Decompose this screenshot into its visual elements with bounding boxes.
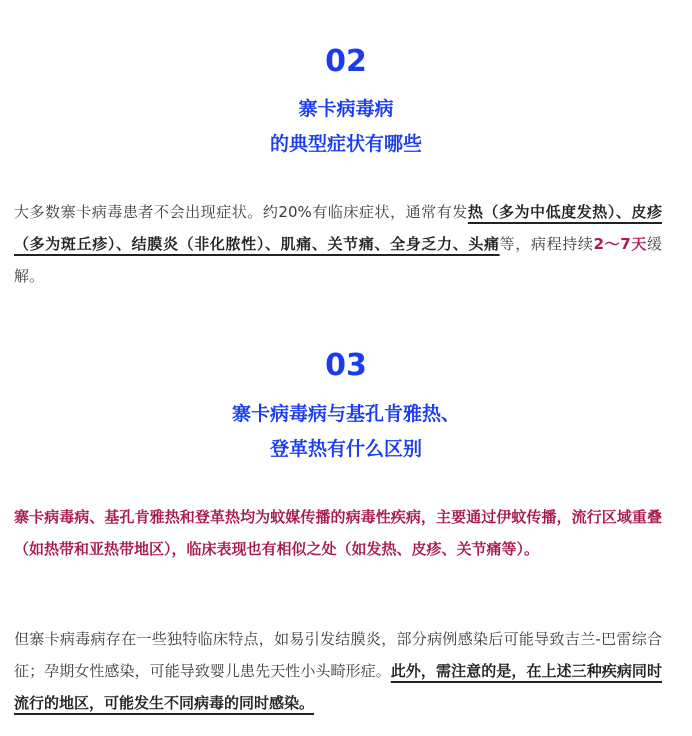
section-number-02-text: 02 bbox=[315, 44, 377, 80]
duration-emphasis: 2～7天 bbox=[593, 235, 647, 253]
symptoms-emphasis: 热（多为中低度发热）、皮疹（多为斑丘疹）、结膜炎（非化脓性）、肌痛、关节痛、全身乏力、头痛 bbox=[14, 203, 662, 253]
section-title-02-line1: 寨卡病毒病 bbox=[298, 98, 394, 120]
paragraph-text: 但寨卡病毒病存在一些独特临床特点，如易引发结膜炎，部分病例感染后可能导致吉兰-巴雷综合征；孕期女性感染，可能导致婴儿患先天性小头畸形症。 bbox=[14, 630, 662, 680]
coinfection-emphasis: 此外，需注意的是，在上述三种疾病同时流行的地区，可能发生不同病毒的同时感染。 bbox=[14, 662, 662, 712]
paragraph-text: 等，病程持续 bbox=[499, 235, 594, 253]
section-title-02-line2: 的典型症状有哪些 bbox=[269, 133, 422, 155]
section-title-03-line1: 寨卡病毒病与基孔肯雅热、 bbox=[231, 403, 460, 425]
section-title-03-line2: 登革热有什么区别 bbox=[269, 438, 422, 460]
paragraph-text: 大多数寨卡病毒患者不会出现症状。约20%有临床症状，通常有发 bbox=[14, 203, 468, 221]
section-02-paragraph bbox=[14, 196, 662, 292]
section-03-paragraph-1: 寨卡病毒病、基孔肯雅热和登革热均为蚊媒传播的病毒性疾病，主要通过伊蚊传播，流行区域重叠（如热带和亚热带地区），临床表现也有相似之处（如发热、皮疹、关节痛等）。 bbox=[14, 508, 662, 558]
section-number-03 bbox=[0, 348, 692, 384]
section-03-paragraph-2 bbox=[14, 623, 662, 719]
section-number-02 bbox=[0, 44, 692, 80]
section-number-03-text: 03 bbox=[315, 348, 377, 384]
paragraph-text: 缓解。 bbox=[14, 235, 662, 285]
